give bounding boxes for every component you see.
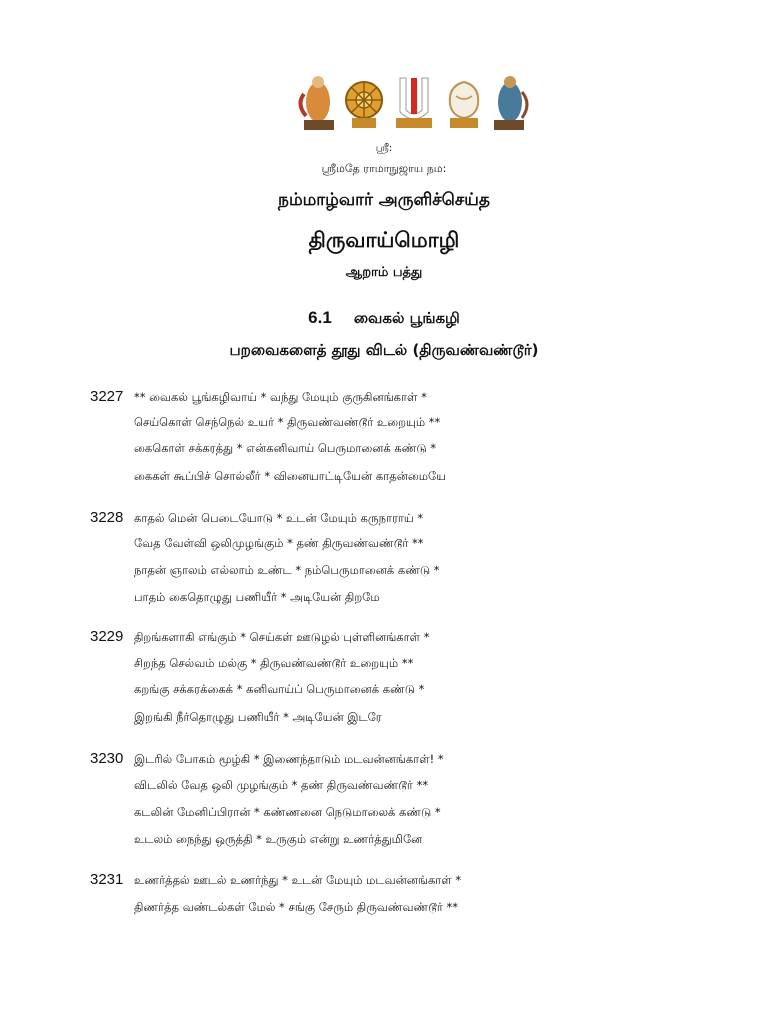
title: நம்மாழ்வார் அருளிச்செய்த: [278, 190, 490, 210]
verse-number: 3228: [90, 509, 124, 526]
verse-line: சிறந்த செல்வம் மல்கு * திருவண்வண்டூர் உறையும் **: [134, 656, 414, 670]
verse-number: 3227: [90, 388, 124, 405]
verse-line: இறங்கி நீர்தொழுது பணியீர் * அடியேன் இடரே: [134, 710, 382, 724]
verse-line: கறங்கு சக்கரக்கைக் * கனிவாய்ப் பெருமானைக் கண்டு *: [134, 682, 425, 696]
section-subtitle: பறவைகளைத் தூது விடல் (திருவண்வண்டூர்): [229, 341, 539, 359]
section-number: 6.1: [308, 308, 332, 327]
verse-line: பாதம் கைதொழுது பணியீர் * அடியேன் திறமே: [134, 590, 380, 604]
verse-line: உடலம் நைந்து ஒருத்தி * உருகும் என்று உணர்த்துமினே: [134, 832, 423, 846]
verse-line: நாதன் ஞாலம் எல்லாம் உண்ட * நம்பெருமானைக் கண்டு *: [134, 563, 440, 577]
verse-number: 3229: [90, 628, 124, 645]
invocation: ஸ்ரீமதே ராமாநுஜாய நம:: [321, 162, 447, 175]
verse-line: திணர்த்த வண்டல்கள் மேல் * சங்கு சேரும் திருவண்வண்டூர் **: [134, 900, 459, 914]
decade-title: ஆறாம் பத்து: [345, 265, 423, 280]
verse-line: ** வைகல் பூங்கழிவாய் * வந்து மேயும் குருகினங்காள் *: [134, 390, 427, 404]
verse-number: 3230: [90, 750, 124, 767]
verse-line: விடலில் வேத ஒலி முழங்கும் * தண் திருவண்வண்டூர் **: [134, 778, 429, 792]
verse-line: வேத வேள்வி ஒலிமுழங்கும் * தண் திருவண்வண்டூர் **: [134, 536, 424, 550]
work-title: திருவாய்மொழி: [308, 228, 460, 252]
section-title: வைகல் பூங்கழி: [353, 309, 460, 327]
sri-mark: ஸ்ரீ:: [375, 143, 393, 154]
verse-line: இடரில் போகம் மூழ்கி * இணைந்தாடும் மடவன்னங்காள்! *: [134, 752, 444, 766]
verse-line: உணர்த்தல் ஊடல் உணர்ந்து * உடன் மேயும் மடவன்னங்காள் *: [134, 873, 462, 887]
verse-line: செய்கொள் செந்நெல் உயர் * திருவண்வண்டூர் உறையும் **: [134, 415, 441, 429]
verse-line: கைகள் கூப்பிச் சொல்லீர் * வினையாட்டியேன் காதன்மையே: [134, 469, 447, 483]
section-heading: [0, 308, 768, 329]
verse-line: கைகொள் சக்கரத்து * என்கனிவாய் பெருமானைக் கண்டு *: [134, 441, 437, 455]
emblem-icon: [296, 72, 532, 132]
verse-number: 3231: [90, 871, 124, 888]
verse-line: கடலின் மேனிப்பிரான் * கண்ணனை நெடுமாலைக் கண்டு *: [134, 805, 441, 819]
verse-line: திறங்களாகி எங்கும் * செய்கள் ஊடுழல் புள்ளினங்காள் *: [134, 630, 430, 644]
verse-line: காதல் மென் பெடையோடு * உடன் மேயும் கருநாராய் *: [134, 511, 424, 525]
